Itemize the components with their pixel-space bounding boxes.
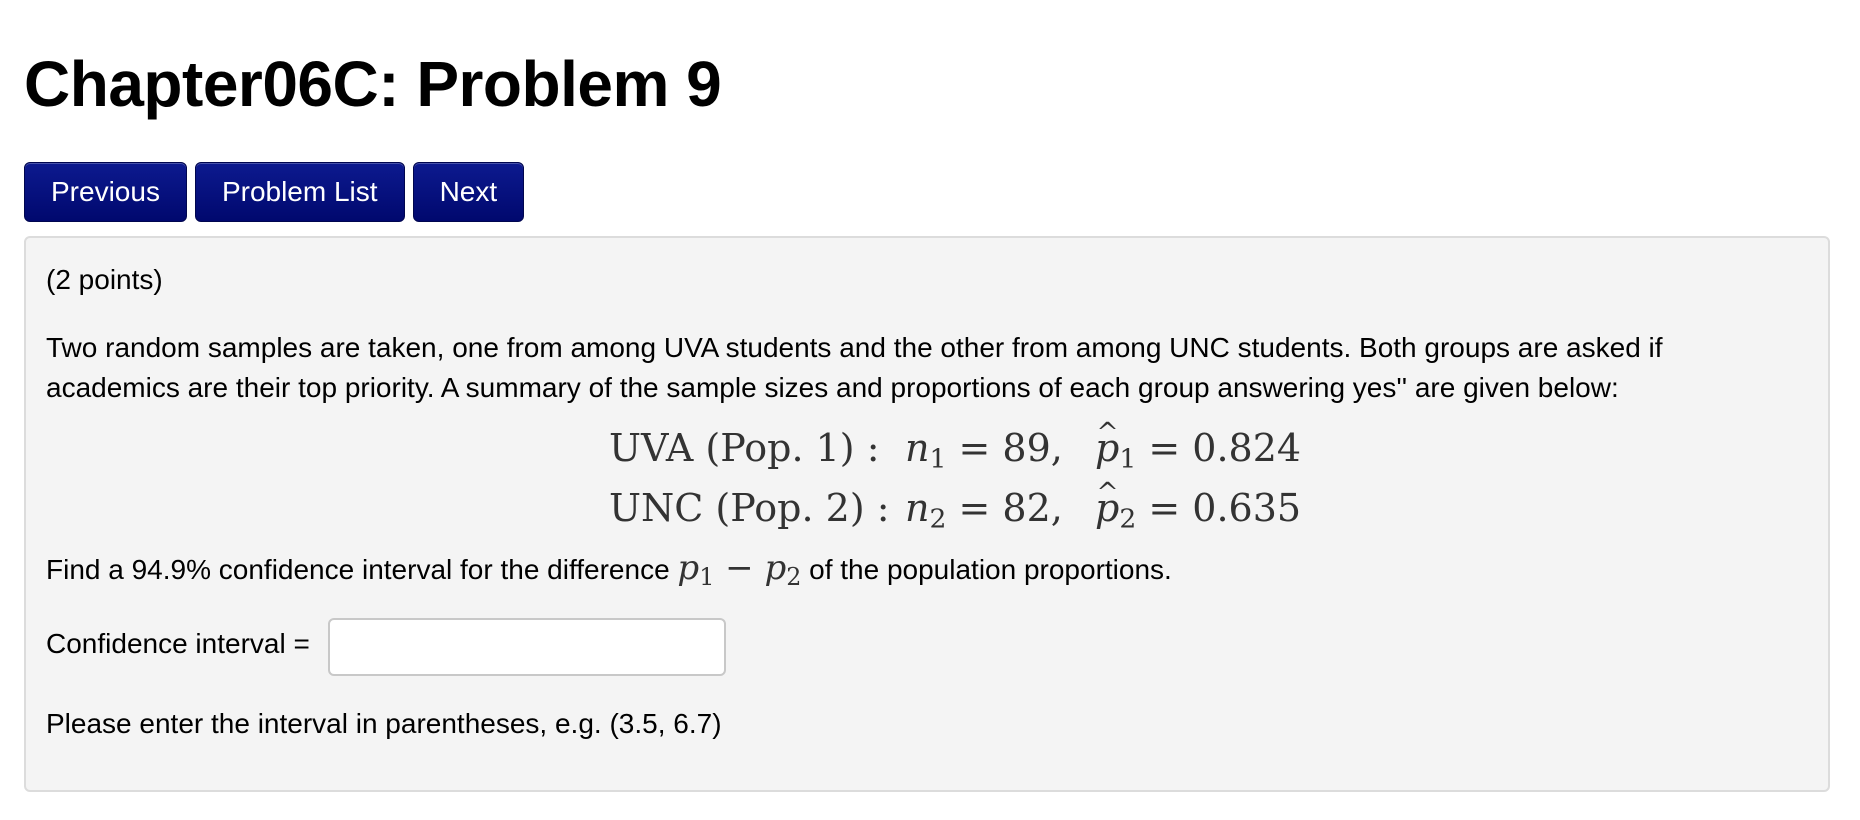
problem-list-button[interactable]: Problem List xyxy=(195,162,405,222)
problem-question: Find a 94.9% confidence interval for the difference $p_1 - p_2$ of the population proportions. xyxy=(46,548,1172,591)
problem-navigation xyxy=(24,162,524,222)
answer-instructions: Please enter the interval in parentheses, e.g. (3.5, 6.7) xyxy=(46,708,722,739)
next-button[interactable]: Next xyxy=(413,162,525,222)
sample-size: $n_2 = 82$, xyxy=(905,485,1063,535)
page-title: Chapter06C: Problem 9 xyxy=(24,48,722,120)
sample-size: $n_1 = 89$, xyxy=(905,426,1063,475)
problem-points: (2 points) xyxy=(46,264,163,295)
sample-row-unc xyxy=(609,484,1301,544)
sample-proportion: ^ $p_2 = 0.635$ xyxy=(1095,484,1301,544)
sample-label: UVA (Pop. 1) : xyxy=(609,426,880,470)
sample-proportion: ^ $p_1 = 0.824$ xyxy=(1095,424,1301,484)
confidence-interval-label: Confidence interval = xyxy=(46,628,310,659)
confidence-interval-input[interactable] xyxy=(328,618,726,676)
sample-summary-equations xyxy=(609,424,1301,543)
problem-panel xyxy=(24,236,1830,792)
sample-row-uva xyxy=(609,424,1301,484)
difference-expression: $p_1 - p_2$ xyxy=(677,548,802,591)
sample-label: UNC (Pop. 2) : xyxy=(609,485,890,530)
previous-button[interactable]: Previous xyxy=(24,162,187,222)
problem-intro: Two random samples are taken, one from among UVA students and the other from among UNC students. Both groups are asked if academics are their top priority. A summary of the sample sizes and proportions of each group answering yes'' are given below: xyxy=(46,332,1663,403)
